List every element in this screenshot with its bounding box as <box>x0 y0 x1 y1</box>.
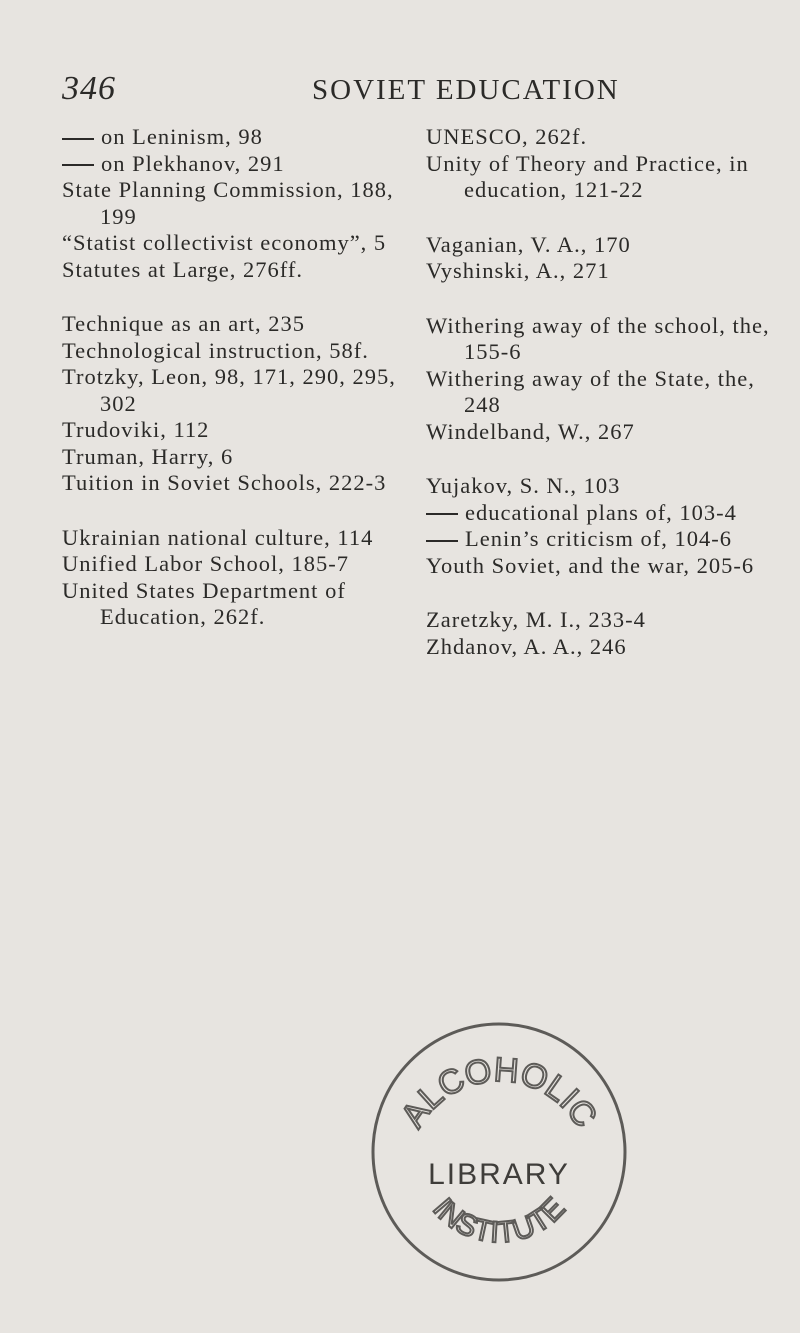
entry-text: UNESCO, 262f. <box>426 124 588 149</box>
index-entry <box>62 525 417 552</box>
entry-text: Withering away of the State, the, 248 <box>426 365 755 417</box>
entry-text: Lenin’s criticism of, 104-6 <box>465 526 732 551</box>
index-entry <box>426 366 794 419</box>
entry-text: Technological instruction, 58f. <box>62 337 369 363</box>
index-entry <box>62 338 417 365</box>
index-entry <box>62 311 417 338</box>
entry-text: Vyshinski, A., 271 <box>426 258 610 283</box>
entry-text: Unity of Theory and Practice, in education, 121-22 <box>426 150 749 202</box>
stamp-top-text: ALCOHOLIC <box>393 1050 605 1135</box>
stamp-graphic <box>358 1008 640 1290</box>
entry-text: on Plekhanov, 291 <box>101 150 285 176</box>
index-entry <box>426 634 794 661</box>
entry-text: Tuition in Soviet Schools, 222-3 <box>62 470 387 495</box>
index-column-right <box>426 124 794 660</box>
entry-text: Zaretzky, M. I., 233-4 <box>426 607 646 632</box>
index-entry <box>426 553 794 580</box>
index-entry <box>62 444 417 471</box>
index-subentry <box>62 151 417 178</box>
index-entry <box>426 124 794 151</box>
index-subentry <box>62 124 417 151</box>
entry-text: United States Department of Education, 262f. <box>62 577 346 629</box>
entry-text: Technique as an art, 235 <box>62 311 305 336</box>
index-entry <box>62 551 417 578</box>
ditto-dash <box>62 138 94 140</box>
index-entry <box>426 419 794 446</box>
entry-text: Yujakov, S. N., 103 <box>426 473 621 498</box>
entry-text: Trudoviki, 112 <box>62 417 210 442</box>
index-entry <box>426 258 794 285</box>
entry-group-gap <box>62 497 417 525</box>
ditto-dash <box>426 513 458 515</box>
page-header <box>0 70 800 120</box>
index-entry <box>426 313 794 366</box>
library-stamp <box>358 1008 640 1290</box>
entry-text: Trotzky, Leon, 98, 171, 290, 295, 302 <box>62 364 396 416</box>
entry-text: State Planning Commission, 188, 199 <box>62 177 394 229</box>
svg-text:INSTITUTE <box>426 1191 571 1249</box>
entry-text: Truman, Harry, 6 <box>62 443 234 469</box>
index-subentry <box>426 526 794 553</box>
entry-text: Unified Labor School, 185-7 <box>62 551 349 576</box>
index-entry <box>426 607 794 634</box>
index-entry <box>62 177 417 230</box>
stamp-center-text: LIBRARY <box>428 1158 570 1191</box>
ditto-dash <box>62 164 94 166</box>
ditto-dash <box>426 540 458 542</box>
entry-text: on Leninism, 98 <box>101 124 263 149</box>
entry-group-gap <box>426 579 794 607</box>
entry-group-gap <box>426 445 794 473</box>
index-entry <box>426 232 794 259</box>
index-entry <box>62 230 417 257</box>
entry-text: Zhdanov, A. A., 246 <box>426 633 627 659</box>
index-entry <box>62 578 417 631</box>
index-entry <box>62 470 417 497</box>
index-entry <box>62 257 417 284</box>
index-entry <box>426 151 794 204</box>
entry-text: “Statist collectivist economy”, 5 <box>62 230 387 255</box>
index-entry <box>62 364 417 417</box>
index-entry <box>426 473 794 500</box>
running-title: SOVIET EDUCATION <box>312 74 620 106</box>
entry-text: Statutes at Large, 276ff. <box>62 256 303 282</box>
index-entry <box>62 417 417 444</box>
entry-text: Vaganian, V. A., 170 <box>426 231 631 257</box>
entry-text: Ukrainian national culture, 114 <box>62 524 374 550</box>
entry-text: Windelband, W., 267 <box>426 418 635 444</box>
index-subentry <box>426 500 794 527</box>
entry-text: Withering away of the school, the, 155-6 <box>426 312 770 364</box>
page-number: 346 <box>62 70 116 107</box>
svg-text:ALCOHOLIC <box>394 1051 604 1134</box>
index-column-left <box>62 124 417 631</box>
entry-text: educational plans of, 103-4 <box>465 499 737 525</box>
entry-text: Youth Soviet, and the war, 205-6 <box>426 552 755 578</box>
entry-group-gap <box>62 283 417 311</box>
entry-group-gap <box>426 285 794 313</box>
stamp-bottom-text: INSTITUTE <box>426 1191 572 1250</box>
entry-group-gap <box>426 204 794 232</box>
